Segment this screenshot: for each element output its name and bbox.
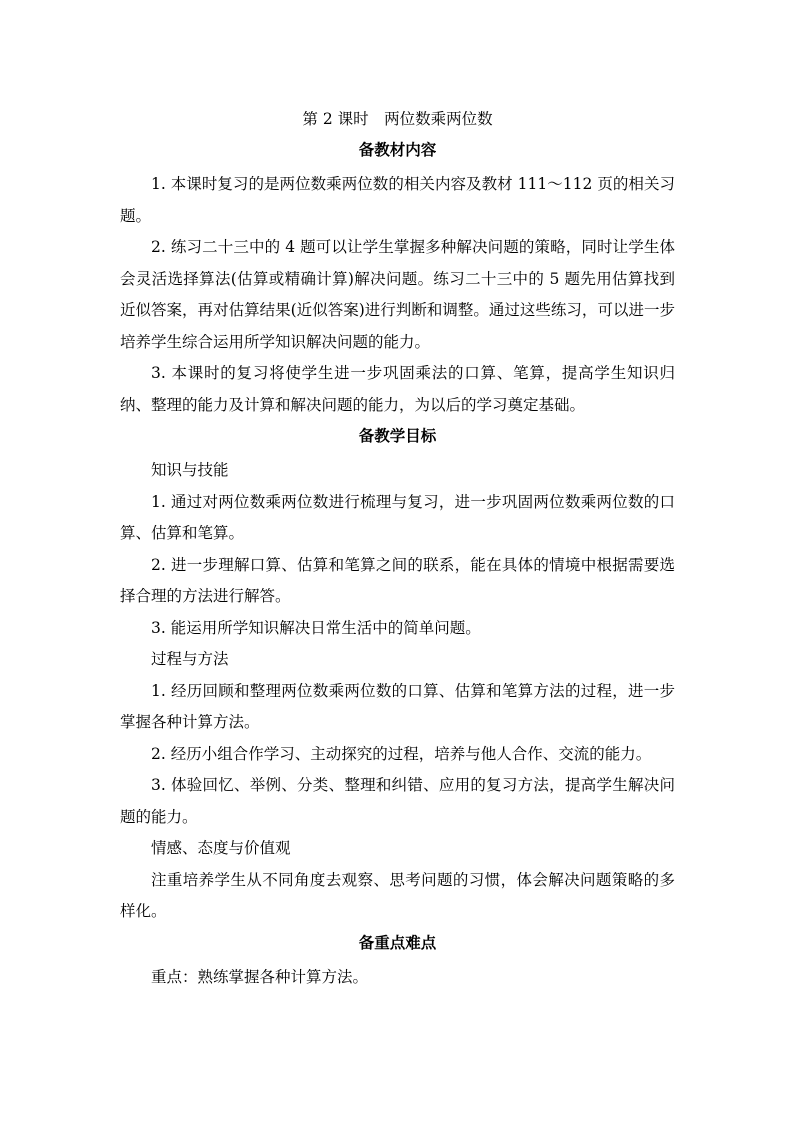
document-page bbox=[120, 106, 675, 993]
knowledge-item-3: 3. 能运用所学知识解决日常生活中的简单问题。 bbox=[151, 618, 481, 637]
subheading-attitude: 情感、态度与价值观 bbox=[151, 839, 291, 857]
process-item-3: 3. 体验回忆、举例、分类、整理和纠错、应用的复习方法，提高学生解决问题的能力。 bbox=[120, 776, 675, 826]
materials-paragraph-3: 3. 本课时的复习将使学生进一步巩固乘法的口算、笔算，提高学生知识归纳、整理的能力及计算和解决问题的能力，为以后的学习奠定基础。 bbox=[120, 364, 675, 414]
attitude-item-1: 注重培养学生从不同角度去观察、思考问题的习惯，体会解决问题策略的多样化。 bbox=[120, 870, 675, 920]
process-item-1: 1. 经历回顾和整理两位数乘两位数的口算、估算和笔算方法的过程，进一步掌握各种计算方法。 bbox=[120, 681, 675, 731]
lesson-title: 第 2 课时 两位数乘两位数 bbox=[302, 110, 493, 128]
section-heading-materials: 备教材内容 bbox=[358, 140, 437, 159]
subheading-process: 过程与方法 bbox=[151, 650, 229, 668]
section-heading-objectives: 备教学目标 bbox=[358, 426, 437, 445]
key-points-paragraph-1: 重点：熟练掌握各种计算方法。 bbox=[151, 967, 369, 986]
subheading-knowledge: 知识与技能 bbox=[151, 461, 229, 479]
materials-paragraph-1: 1. 本课时复习的是两位数乘两位数的相关内容及教材 111～112 页的相关习题。 bbox=[120, 175, 675, 225]
knowledge-item-1: 1. 通过对两位数乘两位数进行梳理与复习，进一步巩固两位数乘两位数的口算、估算和笔算。 bbox=[120, 492, 675, 542]
process-item-2: 2. 经历小组合作学习、主动探究的过程，培养与他人合作、交流的能力。 bbox=[151, 744, 652, 763]
knowledge-item-2: 2. 进一步理解口算、估算和笔算之间的联系，能在具体的情境中根据需要选择合理的方法进行解答。 bbox=[120, 555, 675, 605]
section-heading-key-points: 备重点难点 bbox=[358, 932, 437, 952]
materials-paragraph-2: 2. 练习二十三中的 4 题可以让学生掌握多种解决问题的策略，同时让学生体会灵活选择算法(估算或精确计算)解决问题。练习二十三中的 5 题先用估算找到近似答案，再对估算结果(近似答案)进行判断和调整。通过这些练习，可以进一步培养学生综合运用所学知识解决问题的能力。 bbox=[120, 238, 675, 351]
